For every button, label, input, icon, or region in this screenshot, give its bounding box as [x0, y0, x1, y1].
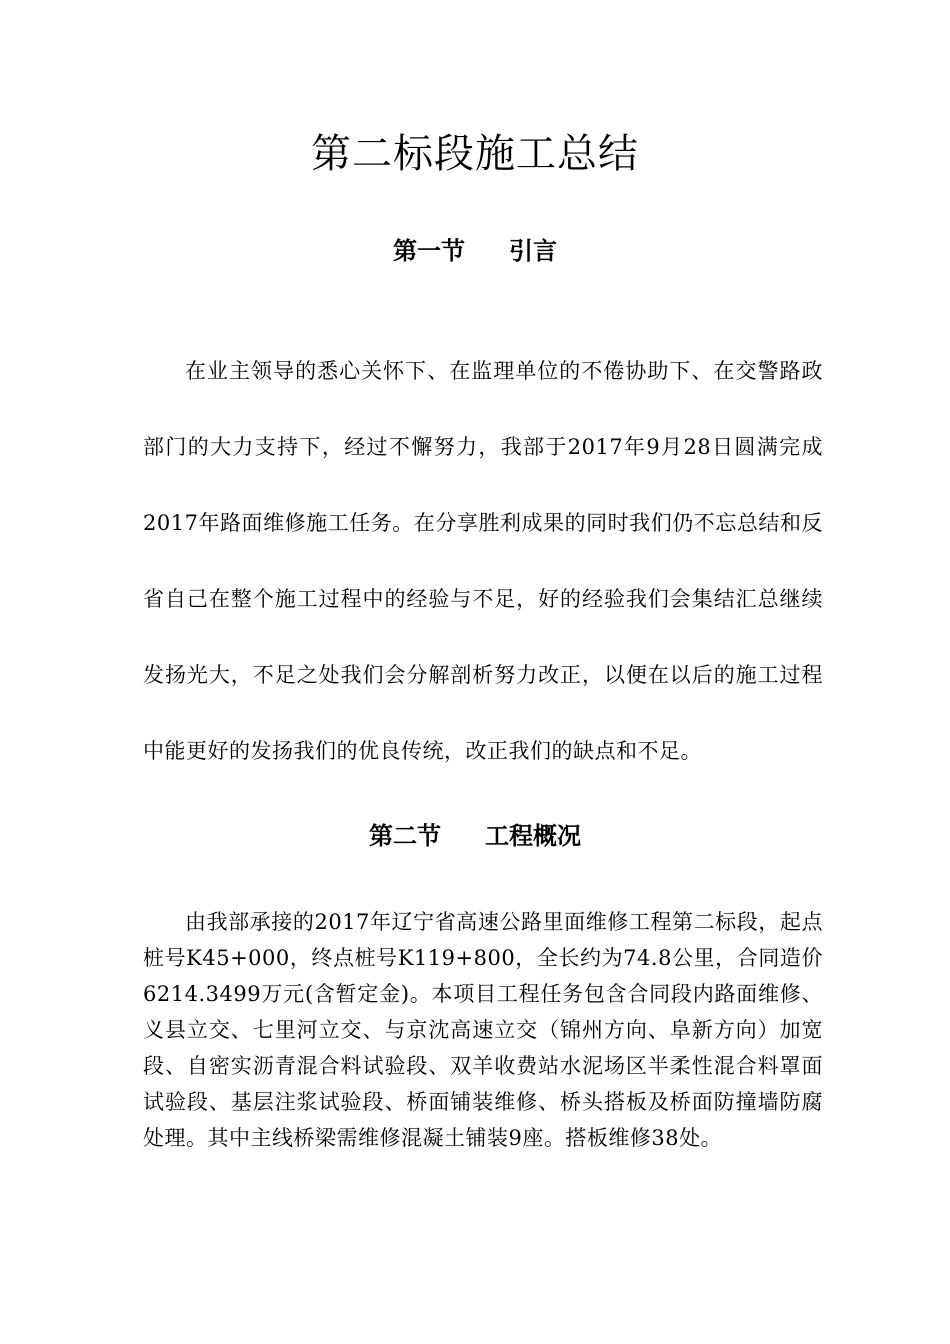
section-number: 第二节 — [369, 821, 441, 850]
intro-paragraph: 在业主领导的悉心关怀下、在监理单位的不倦协助下、在交警路政部门的大力支持下，经过不懈努力，我部于2017年9月28日圆满完成2017年路面维修施工任务。在分享胜利成果的同时我们仍不忘总结和反省自己在整个施工过程中的经验与不足，好的经验我们会集结汇总继续发扬光大，不足之处我们会分解剖析努力改正，以便在以后的施工过程中能更好的发扬我们的优良传统，改正我们的缺点和不足。 — [143, 359, 823, 763]
section-title: 工程概况 — [485, 821, 581, 850]
section-title: 引言 — [509, 236, 557, 265]
overview-paragraph: 由我部承接的2017年辽宁省高速公路里面维修工程第二标段，起点桩号K45+000，终点桩号K119+800，全长约为74.8公里，合同造价6214.3499万元(含暂定金)。本项目工程任务包含合同段内路面维修、义县立交、七里河立交、与京沈高速立交（锦州方向、阜新方向）加宽段、自密实沥青混合料试验段、双羊收费站水泥场区半柔性混合料罩面试验段、基层注浆试验段、桥面铺装维修、桥头搭板及桥面防撞墙防腐处理。其中主线桥梁需维修混凝土铺装9座。搭板维修38处。 — [143, 910, 823, 1150]
section-heading-overview — [0, 820, 950, 852]
document-title: 第二标段施工总结 — [311, 131, 639, 177]
section-number: 第一节 — [393, 236, 465, 265]
section-heading-intro — [0, 235, 950, 267]
